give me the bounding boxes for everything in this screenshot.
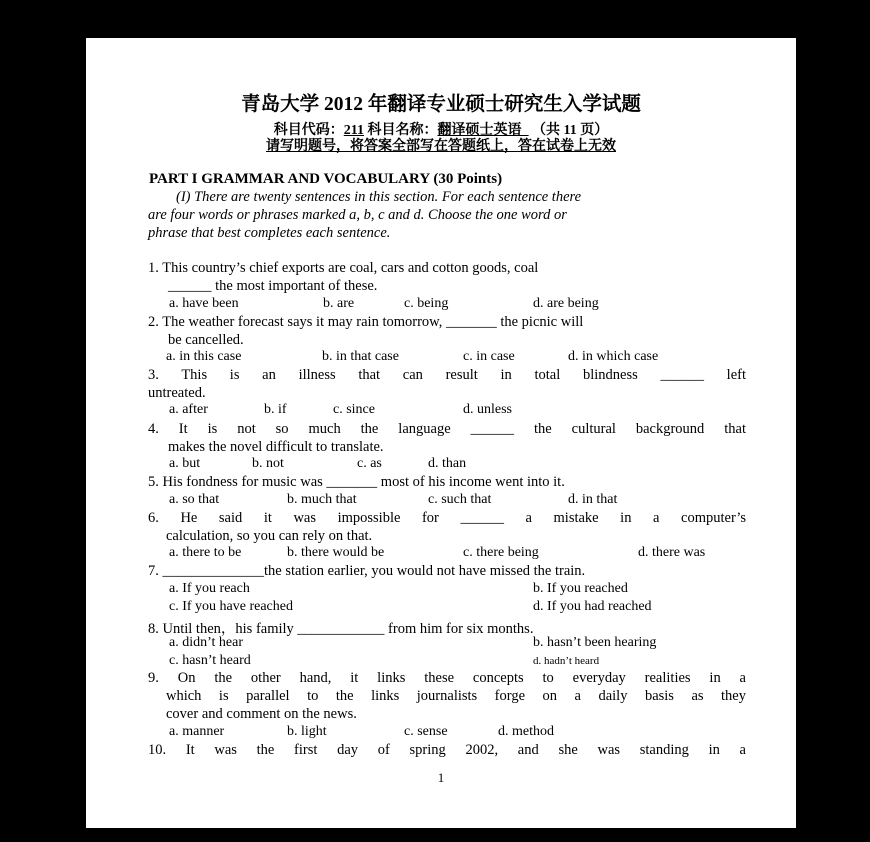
q6-option-c: c. there being: [463, 545, 539, 560]
question-6-stem-cont: calculation, so you can rely on that.: [166, 528, 373, 544]
q6-option-a: a. there to be: [169, 545, 242, 560]
question-9-stem-cont: cover and comment on the news.: [166, 706, 357, 722]
q3-option-b: b. if: [264, 402, 287, 417]
q4-option-a: a. but: [169, 456, 201, 471]
q8-option-c: c. hasn’t heard: [169, 653, 251, 668]
q5-option-a: a. so that: [169, 492, 220, 507]
q3-option-c: c. since: [333, 402, 375, 417]
q8-option-a: a. didn’t hear: [169, 635, 243, 650]
q7-option-b: b. If you reached: [533, 581, 628, 596]
answer-notice: 请写明题号，将答案全部写在答题纸上，答在试卷上无效: [266, 139, 616, 154]
name-label: 科目名称：: [364, 123, 438, 138]
question-4-stem-cont: makes the novel difficult to translate.: [168, 439, 384, 455]
question-1-stem: 1. This country’s chief exports are coal, cars and cotton goods, coal: [148, 260, 539, 276]
q7-option-c: c. If you have reached: [169, 599, 293, 614]
instruction-line: phrase that best completes each sentence.: [148, 225, 391, 241]
code-label: 科目代码：: [273, 123, 344, 138]
q2-option-d: d. in which case: [568, 349, 659, 364]
question-6-stem: 6. He said it was impossible for ______ a mistake in a computer’s: [148, 510, 746, 526]
question-9-stem-cont: which is parallel to the links journalists forge on a daily basis as they: [166, 688, 746, 704]
q2-option-a: a. in this case: [166, 349, 242, 364]
q4-option-d: d. than: [428, 456, 467, 471]
q7-option-d: d. If you had reached: [533, 599, 652, 614]
question-4-stem: 4. It is not so much the language ______ the cultural background that: [148, 421, 746, 437]
q3-option-d: d. unless: [463, 402, 512, 417]
question-5-stem: 5. His fondness for music was _______ most of his income went into it.: [148, 474, 565, 490]
question-3-stem: 3. This is an illness that can result in total blindness ______ left: [148, 367, 746, 383]
q6-option-d: d. there was: [638, 545, 706, 560]
q9-option-b: b. light: [287, 724, 327, 739]
q5-option-d: d. in that: [568, 492, 618, 507]
q9-option-c: c. sense: [404, 724, 448, 739]
question-2-stem: 2. The weather forecast says it may rain tomorrow, _______ the picnic will: [148, 314, 584, 330]
q9-option-a: a. manner: [169, 724, 225, 739]
q1-option-b: b. are: [323, 296, 355, 311]
q4-option-c: c. as: [357, 456, 382, 471]
question-8-stem: 8. Until then，his family ____________ from him for six months.: [148, 621, 534, 637]
q2-option-c: c. in case: [463, 349, 515, 364]
q4-option-b: b. not: [252, 456, 284, 471]
part-title: PART I GRAMMAR AND VOCABULARY (30 Points): [149, 171, 503, 187]
page-count: （共 11 页）: [528, 123, 609, 138]
code-value: 211: [343, 123, 364, 138]
question-9-stem: 9. On the other hand, it links these concepts to everyday realities in a: [148, 670, 746, 686]
q1-option-c: c. being: [404, 296, 449, 311]
exam-page: [86, 38, 796, 828]
exam-title: 青岛大学 2012 年翻译专业硕士研究生入学试题: [241, 94, 641, 115]
q7-option-a: a. If you reach: [169, 581, 250, 596]
instruction-line: (I) There are twenty sentences in this section. For each sentence there: [176, 189, 582, 205]
q1-option-d: d. are being: [533, 296, 599, 311]
q6-option-b: b. there would be: [287, 545, 385, 560]
q8-option-d: d. hadn’t heard: [533, 655, 600, 667]
q8-option-b: b. hasn’t been hearing: [533, 635, 657, 650]
question-10-stem: 10. It was the first day of spring 2002, and she was standing in a: [148, 742, 746, 758]
name-value: 翻译硕士英语_: [437, 123, 529, 138]
question-3-stem-cont: untreated.: [148, 385, 206, 401]
q5-option-b: b. much that: [287, 492, 357, 507]
q2-option-b: b. in that case: [322, 349, 399, 364]
question-2-stem-cont: be cancelled.: [168, 332, 244, 348]
question-7-stem: 7. ______________the station earlier, you would not have missed the train.: [148, 563, 586, 579]
q1-option-a: a. have been: [169, 296, 239, 311]
page-number: 1: [437, 770, 445, 785]
q3-option-a: a. after: [169, 402, 208, 417]
q5-option-c: c. such that: [428, 492, 492, 507]
instruction-line: are four words or phrases marked a, b, c and d. Choose the one word or: [148, 207, 567, 223]
q9-option-d: d. method: [498, 724, 554, 739]
question-1-stem-cont: ______ the most important of these.: [168, 278, 378, 294]
